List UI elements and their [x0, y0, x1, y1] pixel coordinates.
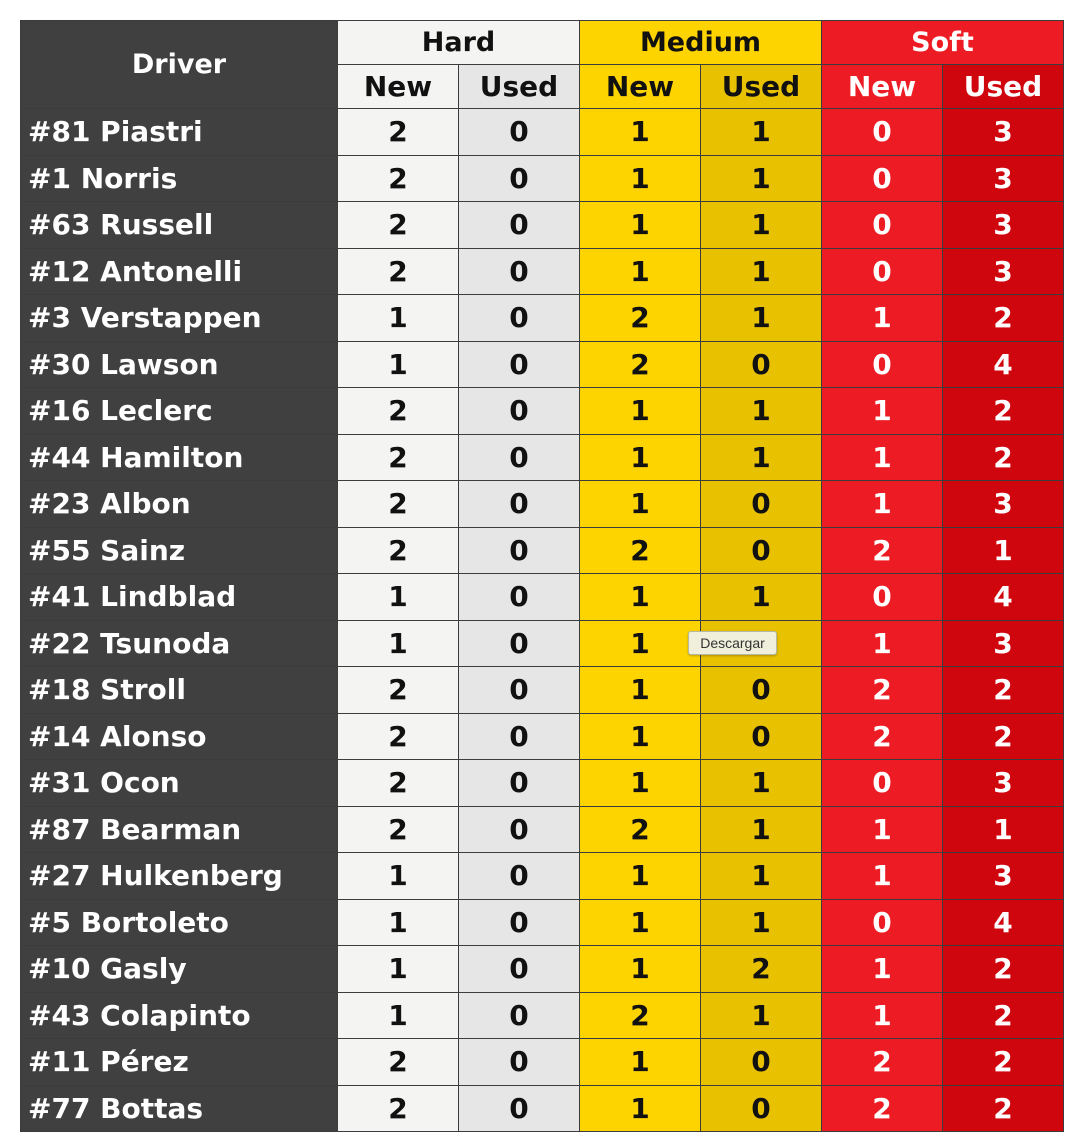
table-row	[21, 388, 1064, 435]
hard-new-cell: 1	[338, 899, 459, 946]
soft-new-cell: 2	[822, 1039, 943, 1086]
soft-new-cell: 0	[822, 248, 943, 295]
table-header	[21, 21, 1064, 109]
soft-used-cell: 2	[943, 388, 1064, 435]
hard-new-cell: 2	[338, 760, 459, 807]
table-row	[21, 713, 1064, 760]
hard-used-cell: 0	[459, 109, 580, 156]
medium-new-cell: 1	[580, 481, 701, 528]
hard-new-cell: 2	[338, 527, 459, 574]
hard-new-cell: 2	[338, 806, 459, 853]
medium-new-cell: 1	[580, 667, 701, 714]
table-row	[21, 202, 1064, 249]
soft-used-cell: 1	[943, 527, 1064, 574]
soft-new-cell: 1	[822, 806, 943, 853]
medium-new-cell: 1	[580, 574, 701, 621]
medium-new-cell: 1	[580, 155, 701, 202]
driver-name: #22 Tsunoda	[21, 620, 338, 667]
medium-used-cell: 1	[701, 899, 822, 946]
table-row	[21, 527, 1064, 574]
hard-new-cell: 1	[338, 574, 459, 621]
soft-used-cell: 3	[943, 202, 1064, 249]
hard-used-cell: 0	[459, 713, 580, 760]
medium-used-cell: 1	[701, 295, 822, 342]
soft-new-cell: 0	[822, 202, 943, 249]
soft-new-cell: 2	[822, 667, 943, 714]
medium-compound-header: Medium	[580, 21, 822, 65]
table-body	[21, 109, 1064, 1132]
soft-new-cell: 1	[822, 481, 943, 528]
driver-name: #81 Piastri	[21, 109, 338, 156]
hard-used-cell: 0	[459, 155, 580, 202]
table-row	[21, 899, 1064, 946]
hard-used-cell: 0	[459, 992, 580, 1039]
medium-new-cell: 1	[580, 853, 701, 900]
soft-new-cell: 0	[822, 760, 943, 807]
hard-used-cell: 0	[459, 202, 580, 249]
table-row	[21, 434, 1064, 481]
table-row	[21, 574, 1064, 621]
driver-name: #16 Leclerc	[21, 388, 338, 435]
driver-name: #43 Colapinto	[21, 992, 338, 1039]
driver-name: #41 Lindblad	[21, 574, 338, 621]
driver-name: #44 Hamilton	[21, 434, 338, 481]
soft-used-cell: 3	[943, 620, 1064, 667]
medium-new-cell: 1	[580, 202, 701, 249]
hard-used-cell: 0	[459, 1085, 580, 1132]
soft-new-cell: 0	[822, 574, 943, 621]
driver-name: #63 Russell	[21, 202, 338, 249]
medium-used-cell: 1	[701, 806, 822, 853]
driver-name: #31 Ocon	[21, 760, 338, 807]
driver-name: #18 Stroll	[21, 667, 338, 714]
driver-name: #1 Norris	[21, 155, 338, 202]
soft-used-cell: 2	[943, 434, 1064, 481]
soft-new-cell: 2	[822, 1085, 943, 1132]
soft-new-cell: 1	[822, 620, 943, 667]
tyre-allocation-table	[20, 20, 1064, 1132]
hard-new-cell: 1	[338, 946, 459, 993]
soft-new-cell: 0	[822, 341, 943, 388]
table-row	[21, 853, 1064, 900]
hard-new-cell: 2	[338, 202, 459, 249]
medium-new-cell: 1	[580, 620, 701, 667]
driver-name: #77 Bottas	[21, 1085, 338, 1132]
soft-used-cell: 2	[943, 1039, 1064, 1086]
soft-new-cell: 2	[822, 713, 943, 760]
soft-used-header: Used	[943, 65, 1064, 109]
soft-new-cell: 2	[822, 527, 943, 574]
table-row	[21, 992, 1064, 1039]
hard-new-cell: 1	[338, 620, 459, 667]
medium-new-cell: 2	[580, 341, 701, 388]
medium-used-cell: 1	[701, 155, 822, 202]
soft-used-cell: 2	[943, 667, 1064, 714]
table-row	[21, 341, 1064, 388]
medium-used-cell: 1	[701, 853, 822, 900]
medium-used-cell: 1	[701, 760, 822, 807]
soft-used-cell: 2	[943, 992, 1064, 1039]
soft-new-cell: 0	[822, 899, 943, 946]
driver-name: #10 Gasly	[21, 946, 338, 993]
table-row	[21, 155, 1064, 202]
medium-new-cell: 1	[580, 248, 701, 295]
soft-used-cell: 4	[943, 341, 1064, 388]
medium-used-cell: 1	[701, 434, 822, 481]
soft-used-cell: 3	[943, 853, 1064, 900]
table-row	[21, 620, 1064, 667]
medium-used-cell: 0	[701, 1085, 822, 1132]
hard-used-cell: 0	[459, 527, 580, 574]
table-row	[21, 481, 1064, 528]
soft-new-header: New	[822, 65, 943, 109]
hard-new-cell: 1	[338, 341, 459, 388]
hard-new-cell: 2	[338, 1085, 459, 1132]
medium-used-cell: 0	[701, 1039, 822, 1086]
hard-used-cell: 0	[459, 620, 580, 667]
hard-used-cell: 0	[459, 946, 580, 993]
medium-used-cell: 0	[701, 527, 822, 574]
soft-used-cell: 3	[943, 481, 1064, 528]
medium-new-cell: 1	[580, 434, 701, 481]
soft-used-cell: 2	[943, 1085, 1064, 1132]
table-row	[21, 109, 1064, 156]
soft-used-cell: 4	[943, 574, 1064, 621]
hard-new-cell: 1	[338, 853, 459, 900]
medium-new-cell: 2	[580, 295, 701, 342]
driver-name: #5 Bortoleto	[21, 899, 338, 946]
medium-used-cell: 1	[701, 574, 822, 621]
hard-used-cell: 0	[459, 295, 580, 342]
medium-used-cell: 0	[701, 667, 822, 714]
medium-used-cell: 1	[701, 202, 822, 249]
table-row	[21, 1039, 1064, 1086]
hard-used-cell: 0	[459, 806, 580, 853]
medium-new-cell: 1	[580, 1085, 701, 1132]
table-row	[21, 667, 1064, 714]
soft-used-cell: 3	[943, 109, 1064, 156]
medium-new-cell: 1	[580, 713, 701, 760]
hard-new-cell: 2	[338, 713, 459, 760]
medium-new-header: New	[580, 65, 701, 109]
driver-name: #27 Hulkenberg	[21, 853, 338, 900]
hard-used-cell: 0	[459, 760, 580, 807]
medium-new-cell: 1	[580, 760, 701, 807]
soft-used-cell: 2	[943, 713, 1064, 760]
soft-used-cell: 3	[943, 248, 1064, 295]
soft-new-cell: 0	[822, 109, 943, 156]
medium-used-header: Used	[701, 65, 822, 109]
soft-new-cell: 0	[822, 155, 943, 202]
driver-name: #3 Verstappen	[21, 295, 338, 342]
medium-used-cell: 1	[701, 992, 822, 1039]
hard-new-cell: 2	[338, 667, 459, 714]
driver-column-header: Driver	[21, 21, 338, 109]
hard-new-cell: 2	[338, 481, 459, 528]
soft-new-cell: 1	[822, 295, 943, 342]
driver-name: #55 Sainz	[21, 527, 338, 574]
hard-new-header: New	[338, 65, 459, 109]
medium-new-cell: 1	[580, 946, 701, 993]
hard-used-cell: 0	[459, 434, 580, 481]
hard-compound-header: Hard	[338, 21, 580, 65]
download-tooltip: Descargar	[688, 631, 777, 655]
medium-used-cell: 1	[701, 109, 822, 156]
driver-name: #87 Bearman	[21, 806, 338, 853]
table-row	[21, 946, 1064, 993]
hard-used-header: Used	[459, 65, 580, 109]
soft-new-cell: 1	[822, 992, 943, 1039]
soft-new-cell: 1	[822, 434, 943, 481]
medium-new-cell: 1	[580, 899, 701, 946]
hard-new-cell: 1	[338, 992, 459, 1039]
driver-name: #14 Alonso	[21, 713, 338, 760]
medium-used-cell: 1	[701, 248, 822, 295]
soft-compound-header: Soft	[822, 21, 1064, 65]
medium-new-cell: 2	[580, 527, 701, 574]
hard-new-cell: 2	[338, 1039, 459, 1086]
soft-used-cell: 4	[943, 899, 1064, 946]
soft-used-cell: 1	[943, 806, 1064, 853]
table-row	[21, 760, 1064, 807]
hard-new-cell: 2	[338, 388, 459, 435]
hard-used-cell: 0	[459, 481, 580, 528]
hard-new-cell: 2	[338, 248, 459, 295]
hard-new-cell: 2	[338, 434, 459, 481]
table-row	[21, 806, 1064, 853]
hard-used-cell: 0	[459, 341, 580, 388]
soft-used-cell: 2	[943, 295, 1064, 342]
soft-used-cell: 3	[943, 155, 1064, 202]
driver-name: #30 Lawson	[21, 341, 338, 388]
hard-used-cell: 0	[459, 853, 580, 900]
hard-used-cell: 0	[459, 574, 580, 621]
table-row	[21, 248, 1064, 295]
medium-used-cell: 2	[701, 946, 822, 993]
driver-name: #23 Albon	[21, 481, 338, 528]
medium-new-cell: 1	[580, 1039, 701, 1086]
driver-name: #12 Antonelli	[21, 248, 338, 295]
medium-new-cell: 1	[580, 109, 701, 156]
hard-used-cell: 0	[459, 899, 580, 946]
medium-used-cell: 0	[701, 481, 822, 528]
medium-used-cell: 1	[701, 388, 822, 435]
medium-used-cell: 0	[701, 341, 822, 388]
hard-new-cell: 1	[338, 295, 459, 342]
table-row	[21, 295, 1064, 342]
hard-used-cell: 0	[459, 248, 580, 295]
medium-used-cell: 0	[701, 713, 822, 760]
medium-new-cell: 2	[580, 992, 701, 1039]
driver-name: #11 Pérez	[21, 1039, 338, 1086]
hard-new-cell: 2	[338, 109, 459, 156]
hard-new-cell: 2	[338, 155, 459, 202]
soft-new-cell: 1	[822, 853, 943, 900]
hard-used-cell: 0	[459, 1039, 580, 1086]
hard-used-cell: 0	[459, 388, 580, 435]
medium-new-cell: 1	[580, 388, 701, 435]
hard-used-cell: 0	[459, 667, 580, 714]
table-row	[21, 1085, 1064, 1132]
soft-used-cell: 3	[943, 760, 1064, 807]
soft-used-cell: 2	[943, 946, 1064, 993]
soft-new-cell: 1	[822, 388, 943, 435]
soft-new-cell: 1	[822, 946, 943, 993]
medium-new-cell: 2	[580, 806, 701, 853]
